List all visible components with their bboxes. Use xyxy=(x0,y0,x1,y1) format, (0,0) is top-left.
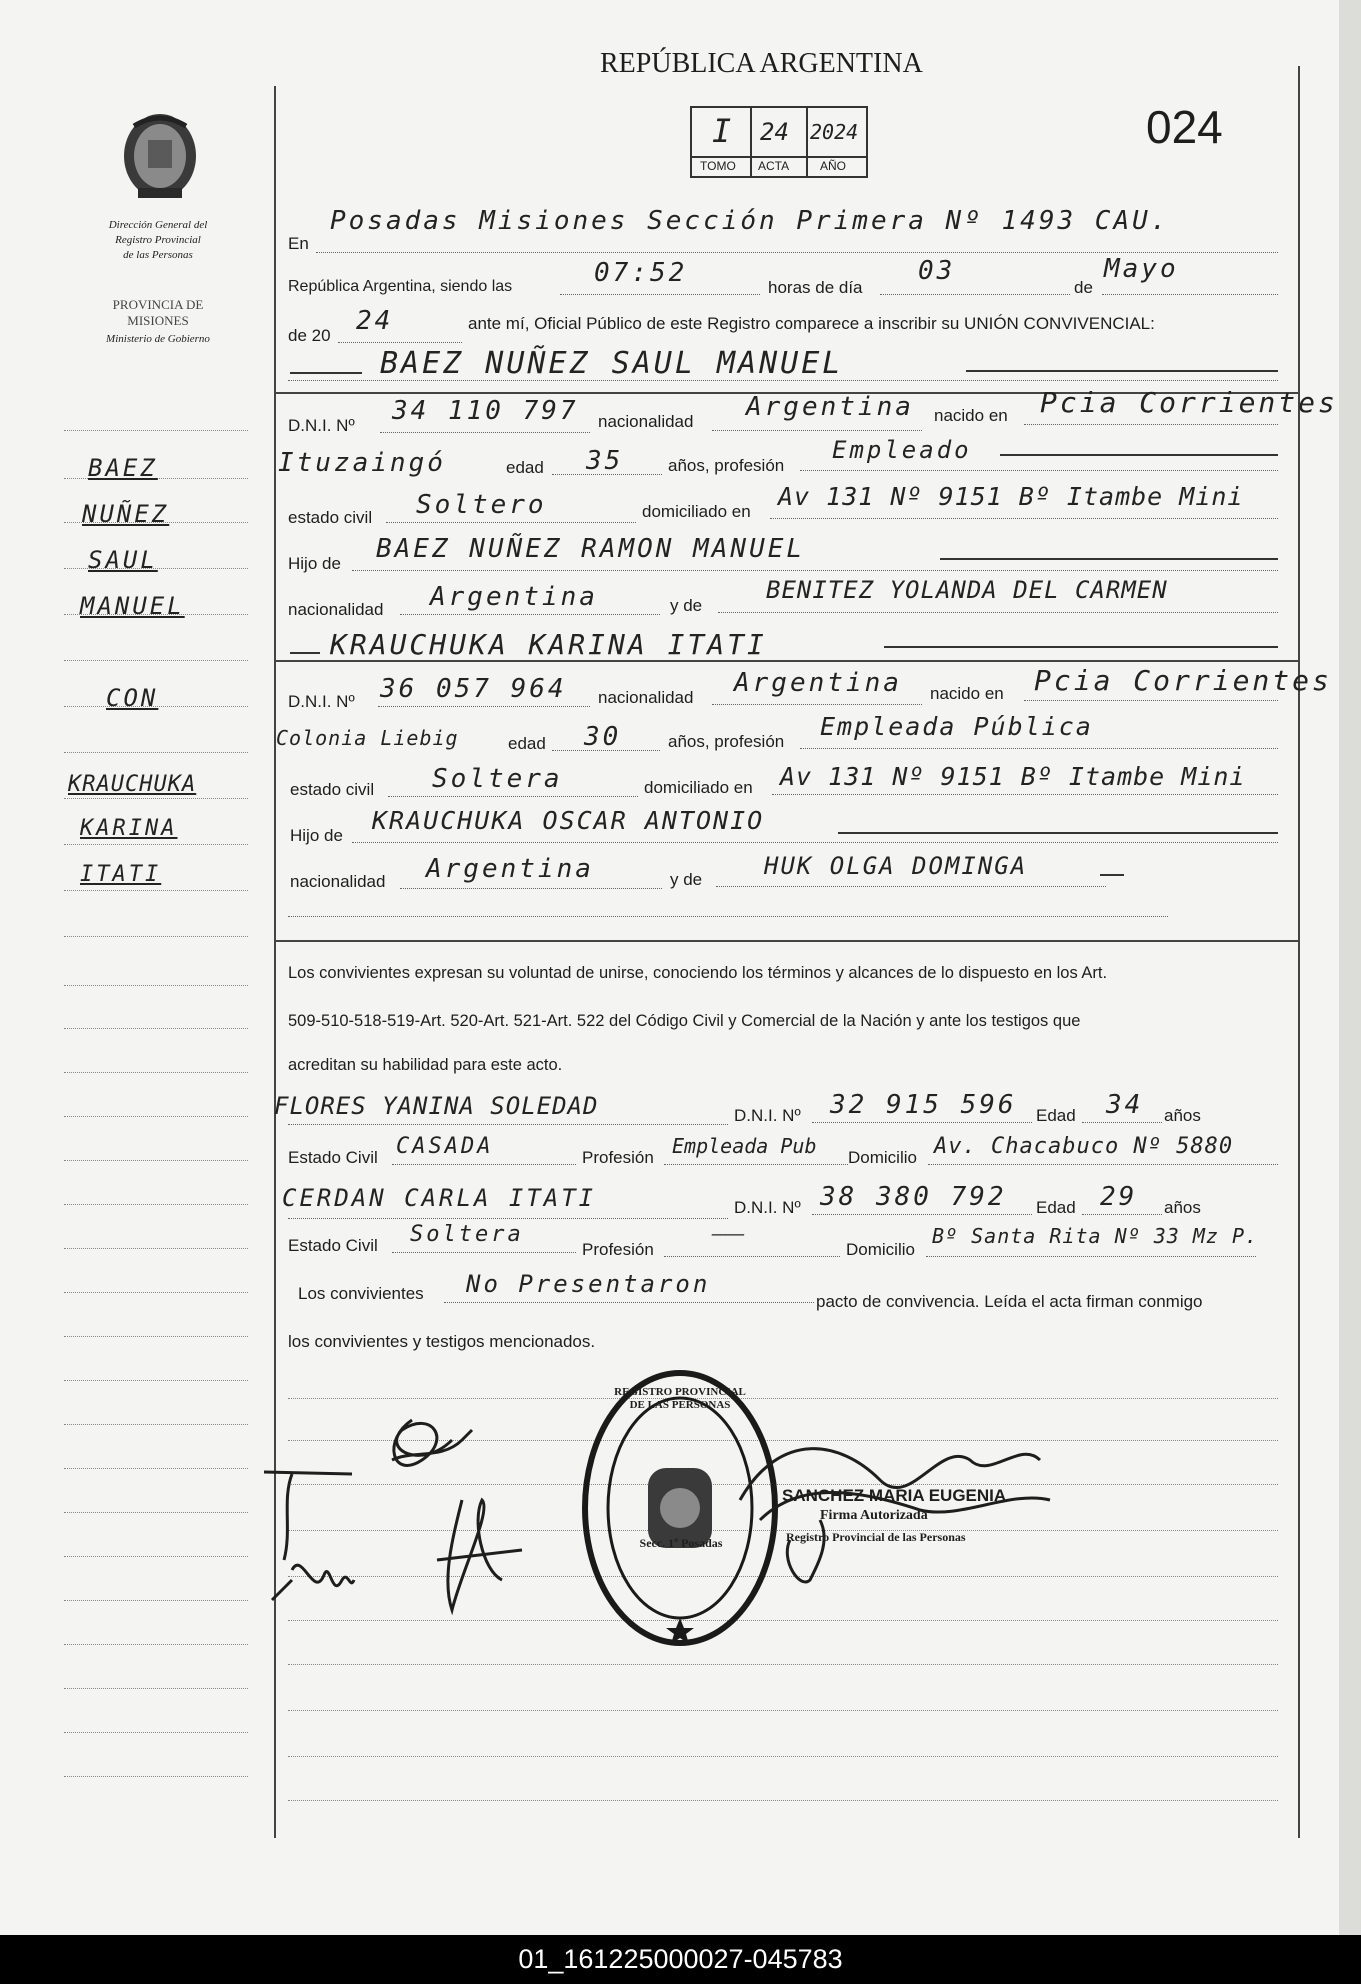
margin-name-5: CON xyxy=(106,684,159,712)
c2-padre-nac-label: nacionalidad xyxy=(290,872,386,891)
witness2-name: CERDAN CARLA ITATI xyxy=(282,1184,597,1212)
w2-domicilio-label: Domicilio xyxy=(846,1240,915,1259)
declaration-line-3: acreditan su habilidad para este acto. xyxy=(288,1056,563,1074)
c1-edad-label: edad xyxy=(506,458,544,477)
pacto-line-2: los convivientes y testigos mencionados. xyxy=(288,1332,596,1351)
w1-profesion-label: Profesión xyxy=(582,1148,654,1167)
conviviente2-name: KRAUCHUKA KARINA ITATI xyxy=(330,628,767,661)
c1-padre-value: BAEZ NUÑEZ RAMON MANUEL xyxy=(376,534,806,564)
c1-domicilio-label: domiciliado en xyxy=(642,502,751,521)
w2-dni-value: 38 380 792 xyxy=(820,1182,1007,1212)
c1-dni-label: D.N.I. Nº xyxy=(288,416,355,435)
footer-code: 01_161225000027-045783 xyxy=(0,1935,1361,1984)
w2-anos-label: años xyxy=(1164,1198,1201,1217)
seal-ring-text: REGISTRO PROVINCIAL DE LAS PERSONAS xyxy=(614,1386,746,1411)
c1-yde-label: y de xyxy=(670,596,703,615)
w1-edad-label: Edad xyxy=(1036,1106,1076,1125)
c2-lugar-value: Colonia Liebig xyxy=(276,726,459,750)
c1-estado-label: estado civil xyxy=(288,508,373,527)
ante-label: ante mí, Oficial Público de este Registro comparece a inscribir su UNIÓN CONVIVENCIAL: xyxy=(468,314,1155,333)
direccion-text: Dirección General del Registro Provincial de las Personas xyxy=(108,219,208,261)
declaration-line-2: 509-510-518-519-Art. 520-Art. 521-Art. 522 del Código Civil y Comercial de la Nación y ante los testigos que xyxy=(288,1012,1081,1030)
tomo-label: TOMO xyxy=(700,159,736,173)
c1-domicilio-value: Av 131 Nº 9151 Bº Itambe Mini xyxy=(778,482,1244,511)
margin-name-1: BAEZ xyxy=(88,454,158,482)
witness1-name: FLORES YANINA SOLEDAD xyxy=(274,1092,599,1120)
c2-edad-label: edad xyxy=(508,734,546,753)
w2-estado-label: Estado Civil xyxy=(288,1236,378,1255)
c2-madre-value: HUK OLGA DOMINGA xyxy=(764,852,1028,880)
coat-of-arms-icon xyxy=(118,106,202,206)
c1-madre-value: BENITEZ YOLANDA DEL CARMEN xyxy=(766,576,1168,604)
acta-label: ACTA xyxy=(758,159,790,173)
c2-edad-value: 30 xyxy=(584,722,622,752)
frame-right xyxy=(1298,66,1300,1838)
w2-edad-label: Edad xyxy=(1036,1198,1076,1217)
c1-profesion-label: años, profesión xyxy=(668,456,785,475)
seal-inner-text: Secc. 1º Posadas xyxy=(639,1536,723,1550)
republica-label: República Argentina, siendo las xyxy=(288,278,513,295)
c2-domicilio-value: Av 131 Nº 9151 Bº Itambe Mini xyxy=(780,762,1246,791)
w2-dni-label: D.N.I. Nº xyxy=(734,1198,801,1217)
c1-nacionalidad-value: Argentina xyxy=(746,392,914,422)
w1-profesion-value: Empleada Pub xyxy=(672,1134,817,1158)
c2-nacido-label: nacido en xyxy=(930,684,1004,703)
margin-name-2: NUÑEZ xyxy=(82,500,170,528)
c1-padre-nac-value: Argentina xyxy=(430,582,598,612)
w2-edad-value: 29 xyxy=(1100,1182,1138,1212)
dia-value: 03 xyxy=(918,256,956,286)
c1-hijo-label: Hijo de xyxy=(288,554,341,573)
country-title: REPÚBLICA ARGENTINA xyxy=(600,48,923,79)
c2-profesion-value: Empleada Pública xyxy=(820,712,1093,741)
c2-dni-value: 36 057 964 xyxy=(380,674,567,704)
c2-dni-label: D.N.I. Nº xyxy=(288,692,355,711)
c1-edad-value: 35 xyxy=(586,446,624,476)
page-number: 024 xyxy=(1146,101,1223,153)
c1-padre-nac-label: nacionalidad xyxy=(288,600,384,619)
w1-dni-label: D.N.I. Nº xyxy=(734,1106,801,1125)
de-label: de xyxy=(1074,278,1093,297)
w1-domicilio-value: Av. Chacabuco Nº 5880 xyxy=(934,1134,1234,1159)
stamp-org: Registro Provincial de las Personas xyxy=(786,1530,966,1544)
w2-domicilio-value: Bº Santa Rita Nº 33 Mz P. xyxy=(932,1224,1259,1248)
c2-nacido-value: Pcia Corrientes xyxy=(1034,664,1332,697)
w2-profesion-value: ——— xyxy=(712,1224,745,1245)
margin-name-3: SAUL xyxy=(88,546,158,574)
ministerio-text: Ministerio de Gobierno xyxy=(106,333,210,345)
w1-anos-label: años xyxy=(1164,1106,1201,1125)
margin-name-6: KRAUCHUKA xyxy=(68,772,197,797)
c2-nacionalidad-value: Argentina xyxy=(734,668,902,698)
pacto-value: No Presentaron xyxy=(466,1270,711,1298)
c2-estado-label: estado civil xyxy=(290,780,375,799)
w1-domicilio-label: Domicilio xyxy=(848,1148,917,1167)
c1-nacido-label: nacido en xyxy=(934,406,1008,425)
c2-estado-value: Soltera xyxy=(432,764,563,794)
w2-profesion-label: Profesión xyxy=(582,1240,654,1259)
tomo-acta-anio-box xyxy=(690,106,868,178)
c2-profesion-label: años, profesión xyxy=(668,732,785,751)
acta-value: 24 xyxy=(760,118,789,146)
hora-value: 07:52 xyxy=(594,258,688,288)
signatures-left xyxy=(262,1400,582,1640)
c2-padre-nac-value: Argentina xyxy=(426,854,594,884)
stamp-role: Firma Autorizada xyxy=(820,1508,928,1523)
w2-estado-value: Soltera xyxy=(410,1222,524,1247)
provincia-text: PROVINCIA DE MISIONES xyxy=(112,297,204,328)
mes-value: Mayo xyxy=(1104,254,1179,284)
c1-nacionalidad-label: nacionalidad xyxy=(598,412,694,431)
divider-3 xyxy=(274,940,1300,942)
en-value: Posadas Misiones Sección Primera Nº 1493 CAU. xyxy=(330,206,1170,236)
c2-nacionalidad-label: nacionalidad xyxy=(598,688,694,707)
c1-estado-value: Soltero xyxy=(416,490,547,520)
anio-value: 2024 xyxy=(810,120,859,144)
c2-yde-label: y de xyxy=(670,870,703,889)
anio-intro-value: 24 xyxy=(356,306,394,336)
w1-dni-value: 32 915 596 xyxy=(830,1090,1017,1120)
pacto-prefix: Los convivientes xyxy=(298,1284,424,1303)
declaration-line-1: Los convivientes expresan su voluntad de unirse, conociendo los términos y alcances de lo dispuesto en los Art. xyxy=(288,964,1108,982)
c2-padre-value: KRAUCHUKA OSCAR ANTONIO xyxy=(372,806,765,835)
margin-name-7: KARINA xyxy=(80,816,178,841)
conviviente1-name: BAEZ NUÑEZ SAUL MANUEL xyxy=(380,346,844,381)
c1-profesion-value: Empleado xyxy=(832,436,972,464)
margin-name-4: MANUEL xyxy=(80,592,185,620)
page-edge xyxy=(1339,0,1361,1935)
anio-label: AÑO xyxy=(820,159,847,173)
w1-estado-label: Estado Civil xyxy=(288,1148,378,1167)
tomo-value: I xyxy=(712,112,732,150)
en-label: En xyxy=(288,234,309,253)
c1-lugar-value: Ituzaingó xyxy=(278,448,446,478)
c1-nacido-value: Pcia Corrientes xyxy=(1040,386,1338,419)
w1-estado-value: CASADA xyxy=(396,1134,494,1159)
stamp-name: SANCHEZ MARIA EUGENIA xyxy=(782,1486,1007,1505)
c1-dni-value: 34 110 797 xyxy=(392,396,579,426)
pacto-suffix: pacto de convivencia. Leída el acta firman conmigo xyxy=(816,1292,1203,1311)
c2-hijo-label: Hijo de xyxy=(290,826,343,845)
horas-label: horas de día xyxy=(768,278,863,297)
margin-name-8: ITATI xyxy=(80,862,162,887)
de20-label: de 20 xyxy=(288,326,331,345)
c2-domicilio-label: domiciliado en xyxy=(644,778,753,797)
w1-edad-value: 34 xyxy=(1106,1090,1144,1120)
